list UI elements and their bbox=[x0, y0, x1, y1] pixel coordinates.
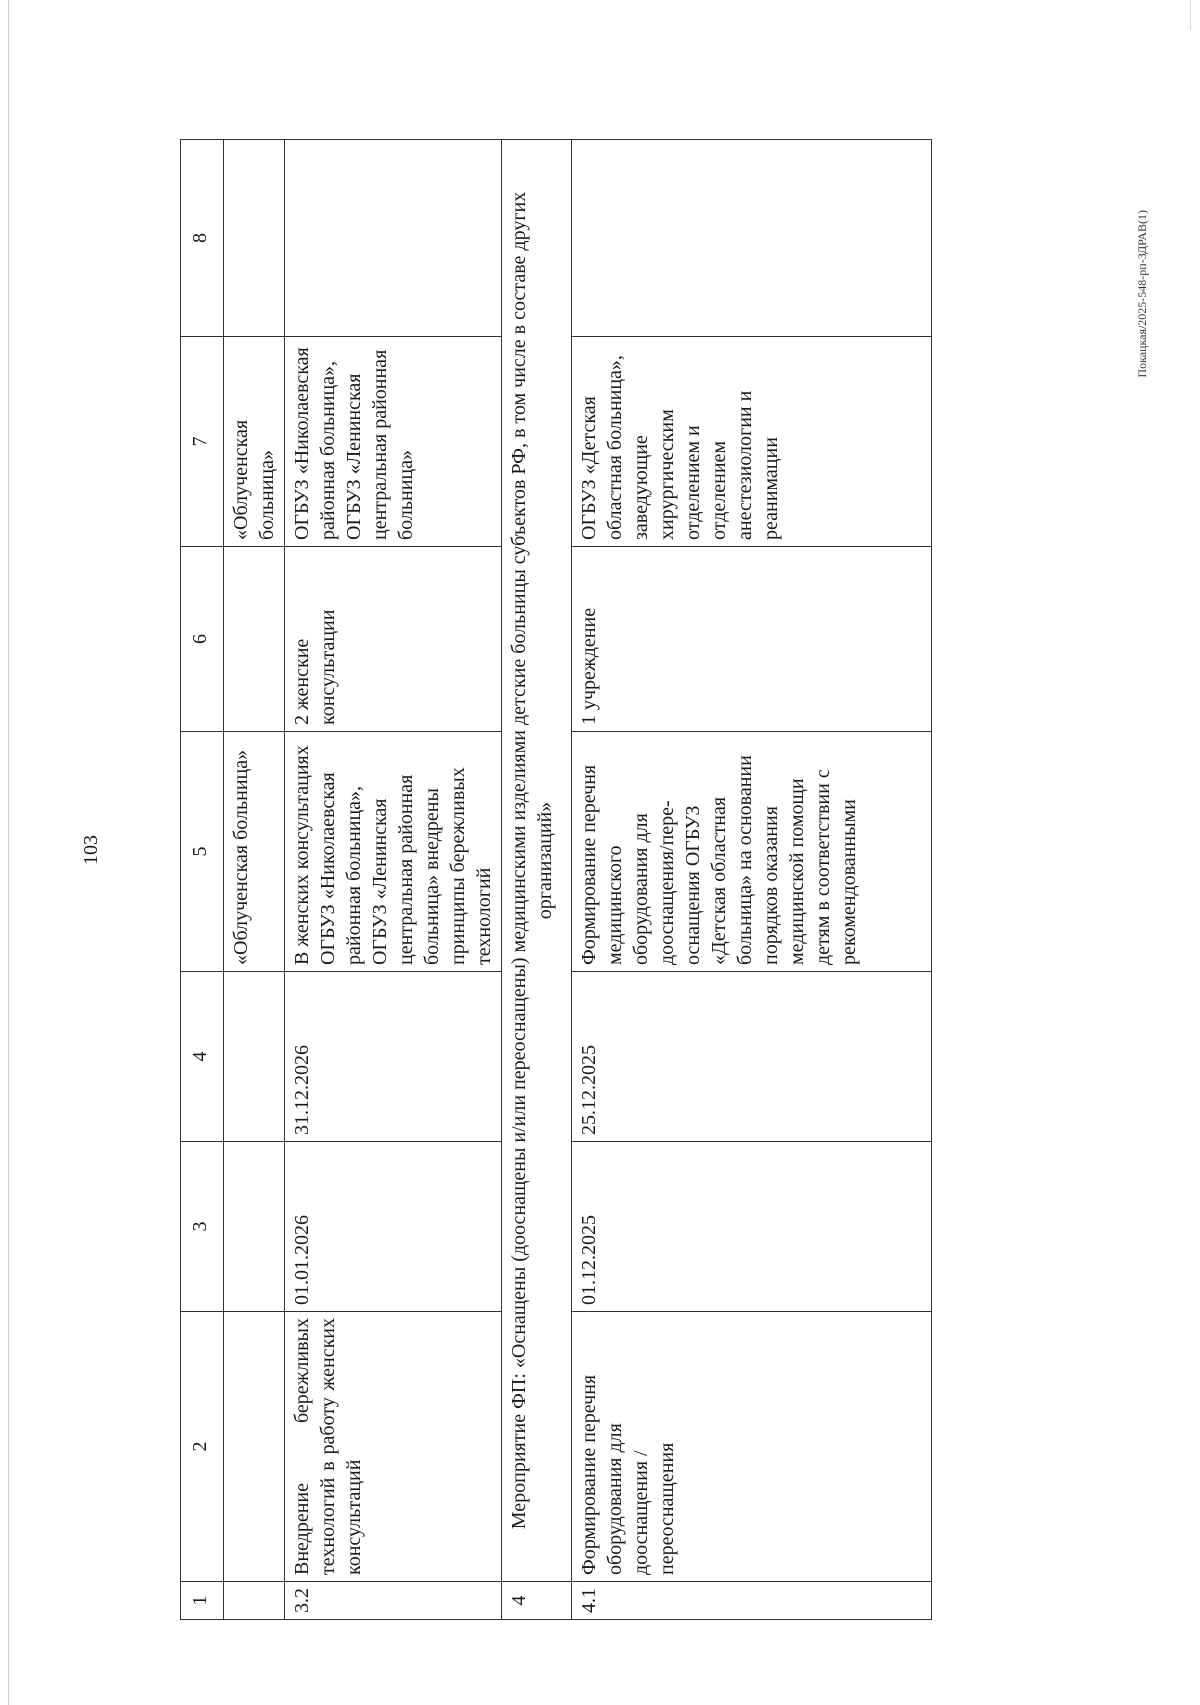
table-cell: 01.01.2026 bbox=[285, 1142, 502, 1312]
table-cell: В женских консультациях ОГБУЗ «Николаевская районная больница», ОГБУЗ «Ленинская центральная районная больница» внедрены принципы бережливых технологий bbox=[285, 732, 502, 972]
page-number: 103 bbox=[80, 835, 102, 865]
table-cell: Формирование перечня медицинского оборудования для дооснащения/пере-оснащения ОГБУЗ «Детская областная больница» на основании порядков оказания медицинской помощи детям в соответствии с рекомендованными bbox=[572, 732, 932, 972]
table-cell bbox=[285, 140, 502, 337]
header-cell: 2 bbox=[181, 1312, 224, 1582]
table-row bbox=[502, 140, 572, 1620]
table-cell: 1 учреждение bbox=[572, 547, 932, 732]
row-number: 4 bbox=[502, 1582, 572, 1620]
table-cell bbox=[224, 547, 285, 732]
footer-code: Покацкая/2025-548-рп-ЗДРАВ(1) bbox=[1135, 210, 1149, 378]
table-cell: ОГБУЗ «Детская областная больница», заведующие хирургическим отделением и отделением анестезиологии и реанимации bbox=[572, 337, 932, 547]
scan-edge-right bbox=[1190, 0, 1191, 30]
plan-table bbox=[180, 139, 932, 1620]
table-cell: «Облученская больница» bbox=[224, 337, 285, 547]
table-row bbox=[572, 140, 932, 1620]
header-cell: 5 bbox=[181, 732, 224, 972]
table-cell: 2 женские консультации bbox=[285, 547, 502, 732]
table-cell: Внедрение бережливых технологий в работу женских консультаций bbox=[285, 1312, 502, 1582]
row-number: 4.1 bbox=[572, 1582, 932, 1620]
table-cell: 31.12.2026 bbox=[285, 972, 502, 1142]
header-cell: 3 bbox=[181, 1142, 224, 1312]
table-row bbox=[224, 140, 285, 1620]
table-cell bbox=[224, 1142, 285, 1312]
table-cell: 25.12.2025 bbox=[572, 972, 932, 1142]
header-cell: 8 bbox=[181, 140, 224, 337]
table-cell bbox=[572, 140, 932, 337]
header-cell: 6 bbox=[181, 547, 224, 732]
table-cell bbox=[224, 140, 285, 337]
rotated-page bbox=[0, 50, 1149, 1650]
header-cell: 7 bbox=[181, 337, 224, 547]
header-cell: 4 bbox=[181, 972, 224, 1142]
table-cell bbox=[224, 972, 285, 1142]
header-cell: 1 bbox=[181, 1582, 224, 1620]
table-cell bbox=[224, 1582, 285, 1620]
table-row bbox=[285, 140, 502, 1620]
table-cell: Формирование перечня оборудования для дооснащения / переоснащения bbox=[572, 1312, 932, 1582]
table-cell: ОГБУЗ «Николаевская районная больница», ОГБУЗ «Ленинская центральная районная больница» bbox=[285, 337, 502, 547]
table-cell: «Облученская больница» bbox=[224, 732, 285, 972]
table-header-row bbox=[181, 140, 224, 1620]
section-title: Мероприятие ФП: «Оснащены (дооснащены и/или переоснащены) медицинскими изделиями детские больницы субъектов РФ, в том числе в составе других организаций» bbox=[502, 140, 572, 1582]
table-cell: 01.12.2025 bbox=[572, 1142, 932, 1312]
table-cell bbox=[224, 1312, 285, 1582]
row-number: 3.2 bbox=[285, 1582, 502, 1620]
